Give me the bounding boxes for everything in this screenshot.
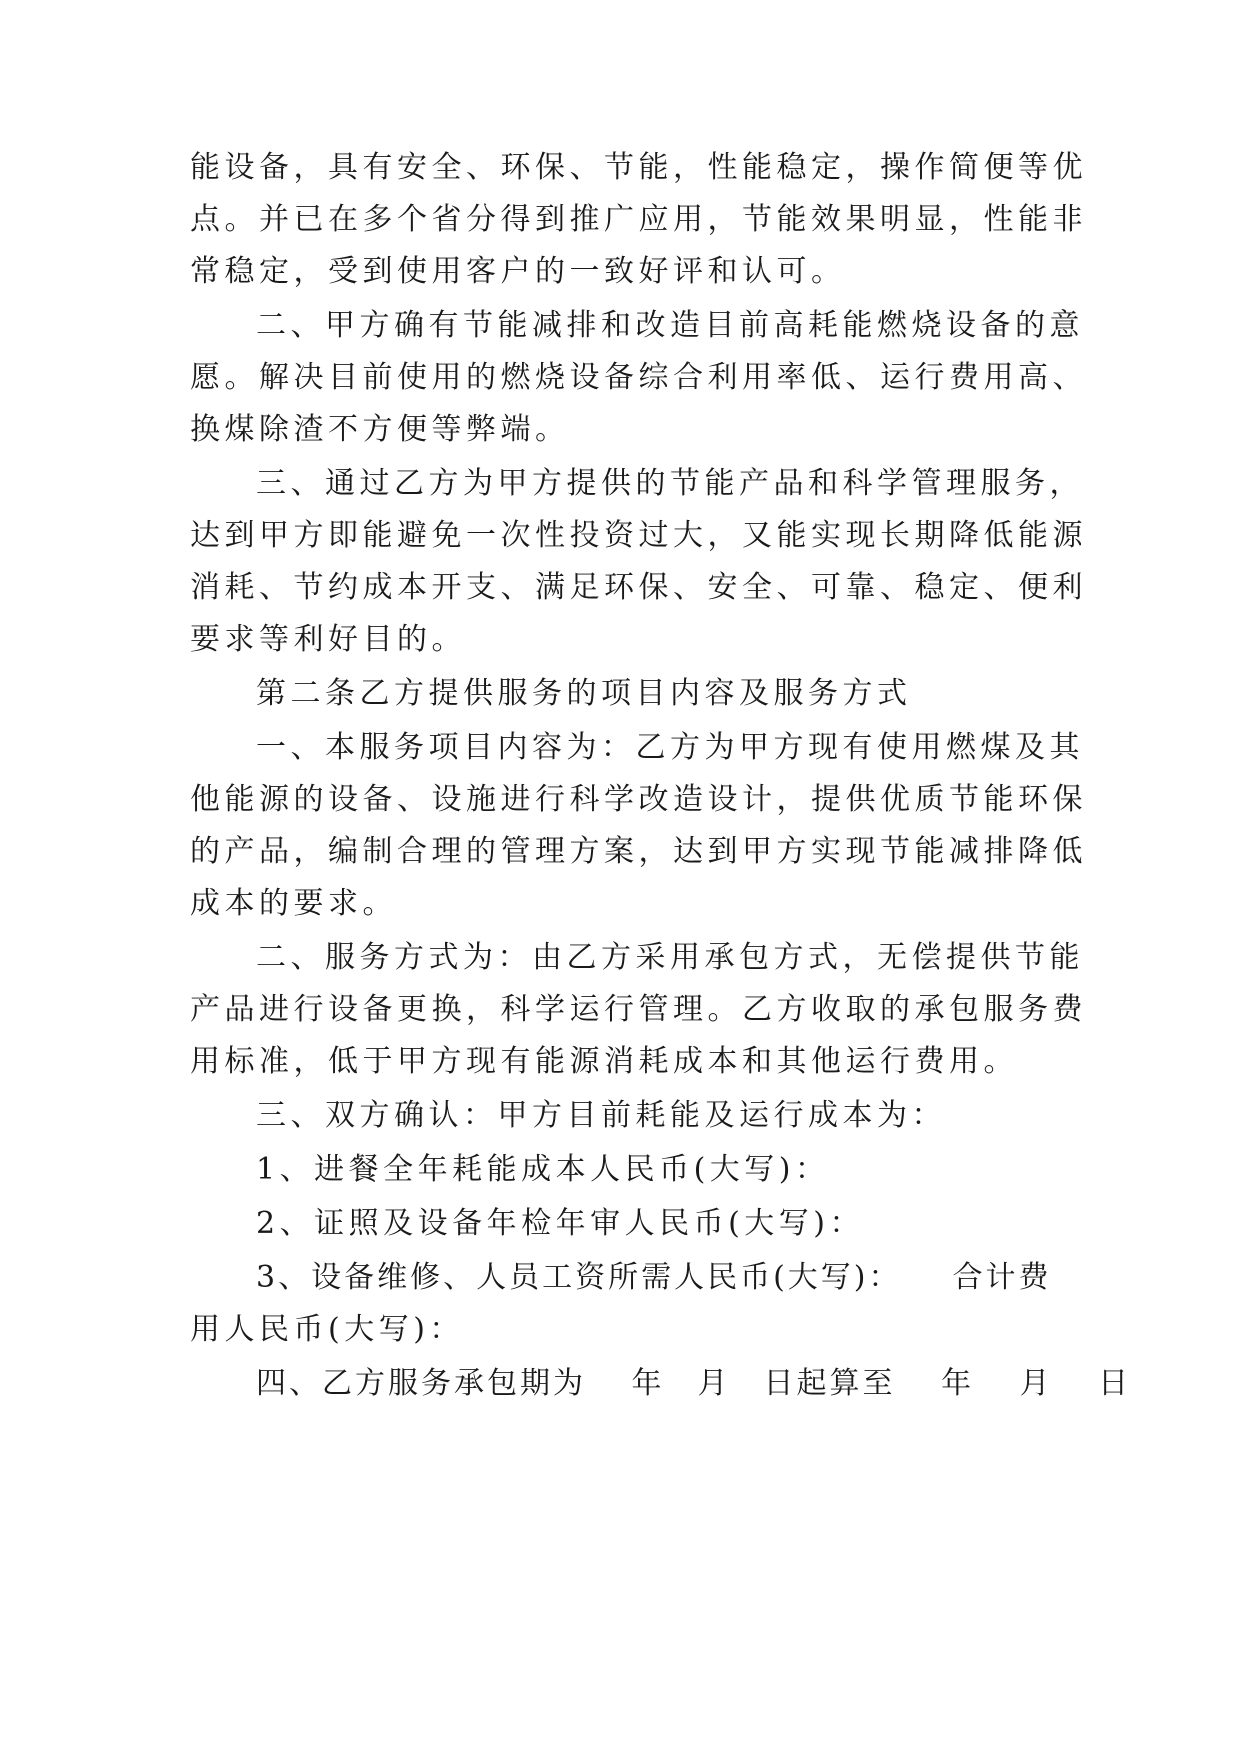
- paragraph-line: 用标准，低于甲方现有能源消耗成本和其他运行费用。: [190, 1044, 1018, 1079]
- paragraph-line: 愿。解决目前使用的燃烧设备综合利用率低、运行费用高、: [190, 360, 1087, 395]
- paragraph-line: 的产品，编制合理的管理方案，达到甲方实现节能减排降低: [190, 834, 1087, 869]
- paragraph-line: 二、服务方式为：由乙方采用承包方式，无偿提供节能: [256, 940, 1084, 975]
- list-item: 1、进餐全年耗能成本人民币(大写)：: [256, 1152, 830, 1187]
- paragraph-line: 达到甲方即能避免一次性投资过大，又能实现长期降低能源: [190, 518, 1087, 553]
- paragraph-line: 消耗、节约成本开支、满足环保、安全、可靠、稳定、便利: [190, 570, 1087, 605]
- paragraph-line: 成本的要求。: [190, 886, 397, 921]
- paragraph-line: 点。并已在多个省分得到推广应用，节能效果明显，性能非: [190, 202, 1087, 237]
- paragraph-line: 三、双方确认：甲方目前耗能及运行成本为：: [256, 1098, 946, 1133]
- paragraph-line: 二、甲方确有节能减排和改造目前高耗能燃烧设备的意: [256, 308, 1084, 343]
- paragraph-line: 常稳定，受到使用客户的一致好评和认可。: [190, 254, 846, 289]
- list-item: 3、设备维修、人员工资所需人民币(大写)： 合计费: [256, 1260, 1052, 1295]
- paragraph-line: 他能源的设备、设施进行科学改造设计，提供优质节能环保: [190, 782, 1087, 817]
- paragraph-line: 用人民币(大写)：: [190, 1312, 464, 1347]
- list-item: 2、证照及设备年检年审人民币(大写)：: [256, 1206, 864, 1241]
- paragraph-line: 三、通过乙方为甲方提供的节能产品和科学管理服务，: [256, 466, 1084, 501]
- paragraph-line: 换煤除渣不方便等弊端。: [190, 412, 570, 447]
- paragraph-line: 产品进行设备更换，科学运行管理。乙方收取的承包服务费: [190, 992, 1087, 1027]
- section-heading: 第二条乙方提供服务的项目内容及服务方式: [256, 676, 912, 711]
- paragraph-line: 一、本服务项目内容为：乙方为甲方现有使用燃煤及其: [256, 730, 1084, 765]
- paragraph-line: 要求等利好目的。: [190, 622, 466, 657]
- paragraph-line: 四、乙方服务承包期为 年 月 日起算至 年 月 日: [256, 1366, 1132, 1401]
- paragraph-line: 能设备，具有安全、环保、节能，性能稳定，操作简便等优: [190, 150, 1087, 185]
